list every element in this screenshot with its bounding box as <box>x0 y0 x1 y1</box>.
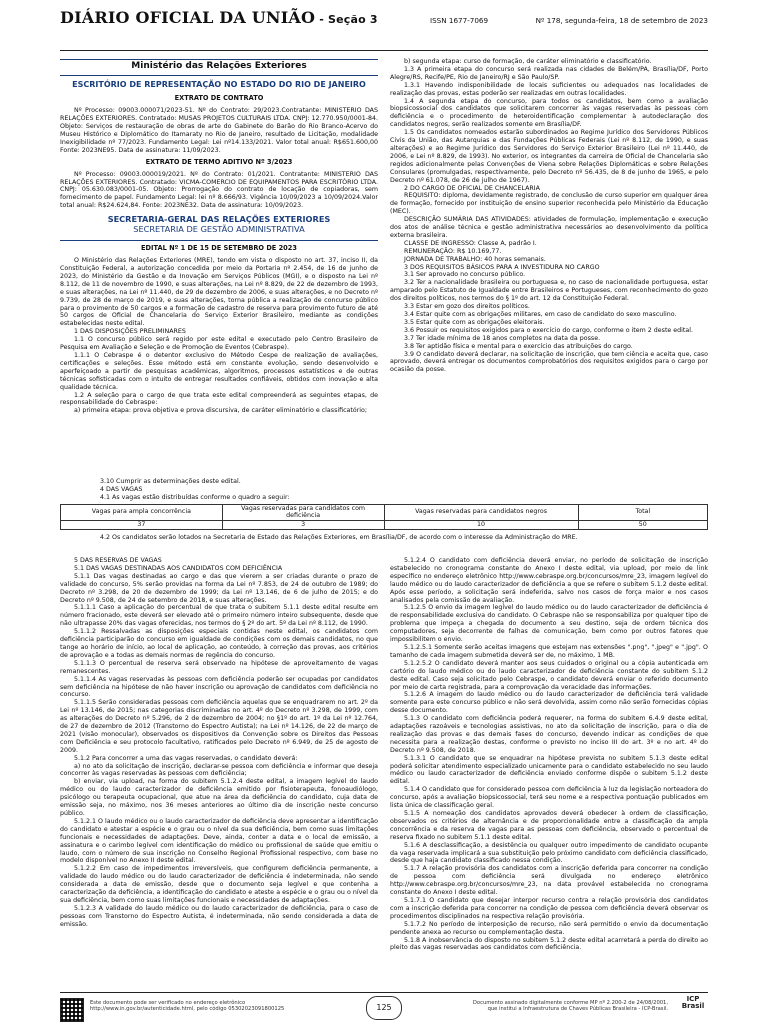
paragraph: DESCRIÇÃO SUMÁRIA DAS ATIVIDADES: atividades de formulação, implementação e execução dos atos de análise técnica e gestão administrativa necessários ao desenvolvimento da política externa brasileira. <box>390 216 708 239</box>
paragraph: 5.1.3.1 O candidato que se enquadrar na hipótese prevista no subitem 5.1.3 deste edital poderá solicitar atendimento especializado unicamente para o candidato estabelecido no seu laudo médico ou laudo caracterizador de deficiência enviado conforme dispõe o subitem 5.1.2 deste edital. <box>390 754 708 786</box>
paragraph: 3.8 Ter aptidão física e mental para o exercício das atribuições do cargo. <box>404 342 633 350</box>
paragraph: 5.1.2.5 O envio da imagem legível do laudo médico ou do laudo caracterizador de deficiência é de responsabilidade exclusiva do candidato. O Cebraspe não se responsabiliza por qualquer tipo de problema que impeça a chegada do documento a seu destino, seja de ordem técnica dos computadores, seja decorrente de falhas de comunicação, bem como por outros fatores que impossibilitem o envio. <box>390 604 708 644</box>
paragraph: 5.1.1 Das vagas destinadas ao cargo e das que vierem a ser criadas durante o prazo de validade do concurso, 5% serão providas na forma da Lei nº 7.853, de 24 de outubro de 1989; do Decreto nº 3.298, de 20 de dezembro de 1999; da Lei nº 13.146, de 6 de julho de 2015; e do Decreto nº 9.508, de 24 de setembro de 2018, e suas alterações. <box>60 572 378 604</box>
secretaria-heading: SECRETARIA-GERAL DAS RELAÇÕES EXTERIORES <box>107 214 331 225</box>
paragraph: 3.4 Estar quite com as obrigações militares, em caso de candidato do sexo masculino. <box>404 311 677 318</box>
verification-note <box>90 1000 284 1013</box>
line-3-10: 3.10 Cumprir as determinações deste edital. <box>100 478 241 485</box>
line-4-1: 4.1 As vagas estão distribuídas conforme o quadro a seguir: <box>100 493 290 501</box>
edital-paragraphs <box>60 257 378 415</box>
paragraph: 5.1.6 A desclassificação, a desistência ou qualquer outro impedimento de candidato ocupante da vaga reservada implicará a sua substituição pelo próximo candidato com deficiência classificado, desde que haja candidato classificado nessa condição. <box>390 841 708 865</box>
paragraph: 3.6 Possuir os requisitos exigidos para o exercício do cargo, conforme o item 2 deste edital. <box>404 326 693 334</box>
signature-line-2: que institui a Infraestrutura de Chaves Públicas Brasileira - ICP-Brasil. <box>487 1006 668 1013</box>
issn: ISSN 1677-7069 <box>430 16 489 25</box>
office-heading: ESCRITÓRIO DE REPRESENTAÇÃO NO ESTADO DO RIO DE JANEIRO <box>72 79 366 89</box>
paragraph: 5.1.1.5 Serão consideradas pessoas com deficiência aquelas que se enquadrarem no art. 2º da Lei nº 13.146, de 2015; nas categorias discriminadas no art. 4º do Decreto nº 3.298, de 1999, com as alterações do Decreto nº 5.296, de 2 de dezembro de 2004; no §1º do art. 1º da Lei nº 12.764, de 27 de dezembro de 2012 (Transtorno do Espectro Autista); na Lei nº 14.126, de 22 de março de 2021 (visão monocular), observados os dispositivos da Convenção sobre os Direitos das Pessoas com Deficiência e seu protocolo facultativo, ratificados pelo Decreto nº 6.949, de 25 de agosto de 2009. <box>60 699 378 754</box>
paragraph: 1 DAS DISPOSIÇÕES PRELIMINARES <box>74 328 186 336</box>
paragraph: 5.1.4 O candidato que for considerado pessoa com deficiência à luz da legislação norteadora do concurso, após a avaliação biopsicossocial, terá seu nome e a respectiva pontuação publicados em lista única de classificação geral. <box>390 786 708 810</box>
table-header-row <box>61 504 708 520</box>
paragraph: 5.1.2.2 Em caso de impedimentos irreversíveis, que configurem deficiência permanente, a validade do laudo médico ou do laudo caracterizador de deficiência é indeterminada, não sendo considerada a data de emissão, desde que o documento seja legível e que contenha a caracterização da deficiência, a identificação do candidato e ateste a espécie e o grau ou o nível da sua deficiência, bem como suas limitações funcionais e necessidades de adaptações. <box>60 865 378 904</box>
divider <box>60 240 378 241</box>
paragraph: 3.2 Ter a nacionalidade brasileira ou portuguesa e, no caso de nacionalidade portuguesa, estar amparado pelo Estatuto de Igualdade entre Brasileiros e Portugueses, com reconhecimento do gozo dos direitos políticos, nos termos do § 1º do art. 12 da Constituição Federal. <box>390 279 708 303</box>
paragraph: CLASSE DE INGRESSO: Classe A, padrão I. <box>404 239 537 247</box>
paragraph: a) primeira etapa: prova objetiva e prova discursiva, de caráter eliminatório e classificatório; <box>74 407 368 415</box>
paragraph: 5.1 DAS VAGAS DESTINADAS AOS CANDIDATOS COM DEFICIÊNCIA <box>74 564 283 572</box>
paragraph: 3.7 Ter idade mínima de 18 anos completos na data da posse. <box>404 334 601 342</box>
paragraph: 5.1.2.3 A validade do laudo médico ou do laudo caracterizador de deficiência, para o caso de pessoas com Transtorno do Espectro Autista, é indeterminada, não sendo considerada a data de emissão. <box>60 904 378 928</box>
table-row <box>61 520 708 529</box>
paragraph: 3.1 Ser aprovado no concurso público. <box>404 271 526 279</box>
paragraph: b) enviar, via upload, na forma do subitem 5.1.2.4 deste edital, a imagem legível do laudo médico ou do laudo caracterizador de deficiência emitido por fisioterapeuta, fonoaudiólogo, psicólogo ou terapeuta ocupacional, que atue na área da deficiência do candidato, cuja data de emissão seja, no máximo, nos 36 meses anteriores ao último dia de inscrição neste concurso público. <box>60 778 378 817</box>
extrato-contrato-title: EXTRATO DE CONTRATO <box>174 94 264 103</box>
divider <box>60 75 378 76</box>
paragraph: 1.4 A segunda etapa do concurso, para todos os candidatos, bem como a avaliação biopsicossocial dos candidatos que solicitarem concorrer às vagas reservadas às pessoas com deficiência e o procedimento de heteroidentificação complementar à autodeclaração dos candidatos negros, serão realizados somente em Brasília/DF. <box>390 97 708 129</box>
verification-line-1: Este documento pode ser verificado no endereço eletrônico <box>90 1000 246 1006</box>
paragraph: a) no ato da solicitação de inscrição, declarar-se pessoa com deficiência e informar que deseja concorrer às vagas reservadas às pessoas com deficiência; <box>60 762 378 778</box>
paragraph: 1.1.1 O Cebraspe é o detentor exclusivo do Método Cespe de realização de avaliações, certificações e seleções. Esse método está em constante evolução, sendo desenvolvido e aperfeiçoado a partir de pesquisas acadêmicas, algoritmos, processos estatísticos e de outras técnicas sofisticadas com o intuito de entregar resultados confiáveis, obtidos com inovação e alta qualidade técnica. <box>60 351 378 391</box>
paragraph: 5.1.1.1 Caso a aplicação do percentual de que trata o subitem 5.1.1 deste edital resulte em número fracionado, este deverá ser elevado até o primeiro número inteiro subsequente, desde que não ultrapasse 20% das vagas oferecidas, nos termos do § 2º do art. 5º da Lei nº 8.112, de 1990. <box>60 604 378 628</box>
page-footer <box>60 996 708 1022</box>
paragraph: 5.1.7 A relação provisória dos candidatos com a inscrição deferida para concorrer na condição de pessoa com deficiência será divulgada no endereço eletrônico http://www.cebraspe.org.br/concursos/mre_23, na data provável estabelecida no cronograma constante do Anexo I deste edital. <box>390 865 708 897</box>
vacancy-section <box>60 478 708 541</box>
paragraph: 5.1.2.5.2 O candidato deverá manter aos seus cuidados o original ou a cópia autenticada em cartório do laudo médico ou do laudo caracterizador de deficiência constante do subitem 5.1.2 deste edital. Caso seja solicitado pelo Cebraspe, o candidato deverá enviar o referido documento por meio de carta registrada, para a comprovação da veracidade das informações. <box>390 659 708 691</box>
paragraph: 1.1 O concurso público será regido por este edital e executado pelo Centro Brasileiro de Pesquisa em Avaliação e Seleção e de Promoção de Eventos (Cebraspe). <box>60 336 378 352</box>
right-column <box>390 58 708 374</box>
title-text: DIÁRIO OFICIAL DA UNIÃO <box>60 8 316 27</box>
header-rule <box>60 50 708 51</box>
paragraph: 1.2 A seleção para o cargo de que trata este edital compreenderá as seguintes etapas, de responsabilidade do Cebraspe: <box>60 391 378 407</box>
newspaper-title <box>60 8 378 27</box>
paragraph: 1.5 Os candidatos nomeados estarão subordinados ao Regime Jurídico dos Servidores Públicos Civis da União, das Autarquias e das Fundações Públicas Federais (Lei nº 8.112, de 1990, e suas alterações) e ao Regime Jurídico dos Servidores do Serviço Exterior Brasileiro (Lei nº 11.440, de 2006, e Lei nº 8.829, de 1993). No exterior, os integrantes da carreira de Oficial de Chancelaria são regidos adicionalmente pelas Convenções de Viena sobre Relações Diplomáticas e sobre Relações Consulares (promulgadas, respectivamente, pelo Decreto nº 56.435, de 8 de junho de 1965, e pelo Decreto nº 61.078, de 26 de julho de 1967). <box>390 129 708 184</box>
page-number: 125 <box>366 996 402 1020</box>
paragraph: 5.1.2.5.1 Somente serão aceitas imagens que estejam nas extensões ".png", ".jpeg" e ".jpg". O tamanho de cada imagem submetida deverá ser de, no máximo, 1 MB. <box>390 643 708 659</box>
paragraph: 5.1.1.3 O percentual de reserva será observado na hipótese de aproveitamento de vagas remanescentes. <box>60 659 378 675</box>
table-header-cell: Vagas para ampla concorrência <box>61 504 223 520</box>
paragraph: REQUISITO: diploma, devidamente registrado, de conclusão de curso superior em qualquer área de formação, fornecido por instituição de ensino superior reconhecida pelo Ministério da Educação (MEC). <box>390 192 708 216</box>
line-4: 4 DAS VAGAS <box>100 485 143 493</box>
bottom-left-column <box>60 557 378 929</box>
paragraph: 3.3 Estar em gozo dos direitos políticos. <box>404 303 530 311</box>
paragraph: REMUNERAÇÃO: R$ 10.169,77. <box>404 247 502 255</box>
paragraph: 5.1.1.4 As vagas reservadas às pessoas com deficiência poderão ser ocupadas por candidatos sem deficiência na hipótese de não haver inscrição ou aprovação de candidatos com deficiência no concurso. <box>60 675 378 699</box>
paragraph: 3.9 O candidato deverá declarar, na solicitação de inscrição, que tem ciência e aceita que, caso aprovado, deverá entregar os documentos comprobatórios dos requisitos exigidos para o cargo por ocasião da posse. <box>390 350 708 374</box>
signature-note <box>473 1000 668 1013</box>
paragraph: O Ministério das Relações Exteriores (MRE), tendo em vista o disposto no art. 37, inciso II, da Constituição Federal, a autorização concedida por meio da Portaria nº 2.454, de 16 de junho de 2023, do Ministério da Gestão e da Inovação em Serviços Públicos (MGI), e o disposto na Lei nº 8.112, de 11 de novembro de 1990, e suas alterações, na Lei nº 8.829, de 22 de dezembro de 1993, e suas alterações, na Lei nº 11.440, de 29 de dezembro de 2006, e suas alterações, e no Decreto nº 9.739, de 28 de março de 2019, e suas alterações, torna pública a realização de concurso público para o provimento de 50 cargos e a formação de cadastro de reserva para provimento futuro de até 50 cargos de Oficial de Chancelaria do Serviço Exterior Brasileiro, mediante as condições estabelecidas neste edital. <box>60 257 378 328</box>
left-column <box>60 56 378 415</box>
table-cell: 37 <box>61 520 223 529</box>
secretaria-subheading: SECRETARIA DE GESTÃO ADMINISTRATIVA <box>133 224 305 235</box>
paragraph: 5.1.2 Para concorrer a uma das vagas reservadas, o candidato deverá: <box>74 754 298 762</box>
paragraph: 1.3 A primeira etapa do concurso será realizada nas cidades de Belém/PA, Brasília/DF, Porto Alegre/RS, Recife/PE, Rio de Janeiro/RJ e São Paulo/SP. <box>390 65 708 81</box>
icp-brasil-logo: ICP Brasil <box>681 995 705 1010</box>
verification-link[interactable]: http://www.in.gov.br/autenticidade.html, pelo código 05302023091800125 <box>90 1006 285 1013</box>
footer-rule <box>60 992 708 993</box>
edital-title: EDITAL Nº 1 DE 15 DE SETEMBRO DE 2023 <box>141 244 297 253</box>
paragraph: 5.1.5 A nomeação dos candidatos aprovados deverá obedecer à ordem de classificação, observados os critérios de alternância e de proporcionalidade entre a classificação da ampla concorrência e da reserva de vagas para as pessoas com deficiência, observado o percentual de reserva fixado no subitem 5.1.1 deste edital. <box>390 810 708 841</box>
paragraph: 5.1.2.6 A imagem do laudo médico ou do laudo caracterizador de deficiência terá validade somente para este concurso público e não será devolvida, assim como não serão fornecidas cópias desse documento. <box>390 691 708 715</box>
paragraph: 5 DAS RESERVAS DE VAGAS <box>74 557 162 564</box>
table-header-cell: Vagas reservadas para candidatos com deficiência <box>222 504 384 520</box>
table-cell: 50 <box>578 520 707 529</box>
table-header-cell: Total <box>578 504 707 520</box>
section-label: - Seção 3 <box>315 13 378 26</box>
paragraph: b) segunda etapa: curso de formação, de caráter eliminatório e classificatório. <box>404 58 652 65</box>
table-cell: 10 <box>384 520 578 529</box>
issue-date: Nº 178, segunda-feira, 18 de setembro de 2023 <box>535 16 708 25</box>
paragraph: 3 DOS REQUISITOS BÁSICOS PARA A INVESTIDURA NO CARGO <box>404 263 600 271</box>
paragraph: 5.1.1.2 Ressalvadas as disposições especiais contidas neste edital, os candidatos com deficiência participarão do concurso em igualdade de condições com os demais candidatos, no que tange ao horário de início, ao local de aplicação, ao conteúdo, à correção das provas, aos critérios de aprovação e a todas as demais normas de regência do concurso. <box>60 628 378 659</box>
paragraph: 5.1.7.2 No período de interposição de recurso, não será permitido o envio da documentação pendente anexa ao recurso ou complementação desta. <box>390 920 708 936</box>
paragraph: 5.1.2.1 O laudo médico ou o laudo caracterizador de deficiência deve apresentar a identificação do candidato e atestar a espécie e o grau ou o nível da sua deficiência, bem como suas limitações funcionais e necessidades de adaptações. Deve, ainda, conter a data e o local de emissão, a assinatura e o carimbo legível com identificação do médico ou profissional de saúde que emitiu o laudo, com o número de sua inscrição no Conselho Regional Profissional respectivo, com base no modelo disponível no Anexo II deste edital. <box>60 817 378 865</box>
vacancy-table <box>60 504 708 530</box>
extrato-aditivo-text: Nº Processo: 09003.000019/2021. Nº do Contrato: 01/2021. Contratante: MINISTERIO DAS RELAÇÕES EXTERIORES. Contratado: VICMA-COMERCIO DE EQUIPAMENTOS PARA ESCRITÓRIO LTDA. CNPJ: 05.630.083/0001-05. Objeto: Prorrogação do contrato de locação de copiadoras, sem fornecimento de papel. Fundamento Legal: lei nº 8.666/93. Vigência 10/09/2023 a 10/09/2024.Valor total anual: R$24.624,84. Fonte: 2023NE32. Data de assinatura: 10/09/2023. <box>60 170 378 210</box>
line-4-2: 4.2 Os candidatos serão lotados na Secretaria de Estado das Relações Exteriores, em Brasília/DF, de acordo com o interesse da Administração do MRE. <box>100 533 578 541</box>
paragraph: 5.1.2.4 O candidato com deficiência deverá enviar, no período de solicitação de inscrição estabelecido no cronograma constante do Anexo I deste edital, via upload, por meio de link específico no endereço eletrônico http://www.cebraspe.org.br/concursos/mre_23, imagem legível do laudo médico ou do laudo caracterizador de deficiência a que se refere o subitem 5.1.2 deste edital. Após esse período, a solicitação será indeferida, salvo nos casos de força maior e nos casos analisados pela comissão de avaliação. <box>390 557 708 604</box>
signature-line-1: Documento assinado digitalmente conforme MP nº 2.200-2 de 24/08/2001, <box>472 1000 668 1006</box>
paragraph: 1.3.1 Havendo indisponibilidade de locais suficientes ou adequados nas localidades de realização das provas, estas poderão ser realizadas em outras localidades. <box>390 81 708 97</box>
paragraph: JORNADA DE TRABALHO: 40 horas semanais. <box>404 255 546 263</box>
ministry-title: Ministério das Relações Exteriores <box>131 61 307 71</box>
paragraph: 5.1.8 A inobservância do disposto no subitem 5.1.2 deste edital acarretará a perda do direito ao pleito das vagas reservadas aos candidatos com deficiência. <box>390 936 708 952</box>
extrato-contrato-text: Nº Processo: 09003.000071/2023-51. Nº do Contrato: 29/2023.Contratante: MINISTERIO DAS RELAÇÕES EXTERIORES. Contratado: MUSAS PROJETOS CULTURAIS LTDA. CNPJ: 12.770.950/0001-84. Objeto: Serviços de restauração de obras de arte do Gabinete do Barão do Rio Branco-Acervo do Museu Histórico e Diplomático do Itamaraty no Rio de Janeiro, resultado de Licitação, modalidade Inexigibilidade nº 77/2023. Fundamento Legal: Lei nº14.133/2021. Valor total anual: R$651.600,00 Fonte: 2023NE95. Data de assinatura: 11/09/2023. <box>60 107 378 154</box>
paragraph: 2 DO CARGO DE OFICIAL DE CHANCELARIA <box>404 184 540 192</box>
bottom-right-column <box>390 557 708 952</box>
table-cell: 3 <box>222 520 384 529</box>
qr-code-icon <box>60 998 84 1022</box>
divider <box>60 59 378 60</box>
table-header-cell: Vagas reservadas para candidatos negros <box>384 504 578 520</box>
extrato-aditivo-title: EXTRATO DE TERMO ADITIVO Nº 3/2023 <box>145 157 293 166</box>
paragraph: 3.5 Estar quite com as obrigações eleitorais. <box>404 318 545 326</box>
page-header <box>60 6 708 48</box>
paragraph: 5.1.3 O candidato com deficiência poderá requerer, na forma do subitem 6.4.9 deste edital, adaptações razoáveis e tecnologias assistivas, no ato da solicitação de inscrição, para o dia de realização das provas e das demais fases do concurso, devendo indicar as condições de que necessita para a realização destas, conforme o previsto no inciso III do art. 3º e no art. 4º do Decreto nº 9.508, de 2018. <box>390 715 708 754</box>
paragraph: 5.1.7.1 O candidato que desejar interpor recurso contra a relação provisória dos candidatos com a inscrição deferida para concorrer na condição de pessoa com deficiência deverá observar os procedimentos disciplinados na respectiva relação provisória. <box>390 896 708 920</box>
